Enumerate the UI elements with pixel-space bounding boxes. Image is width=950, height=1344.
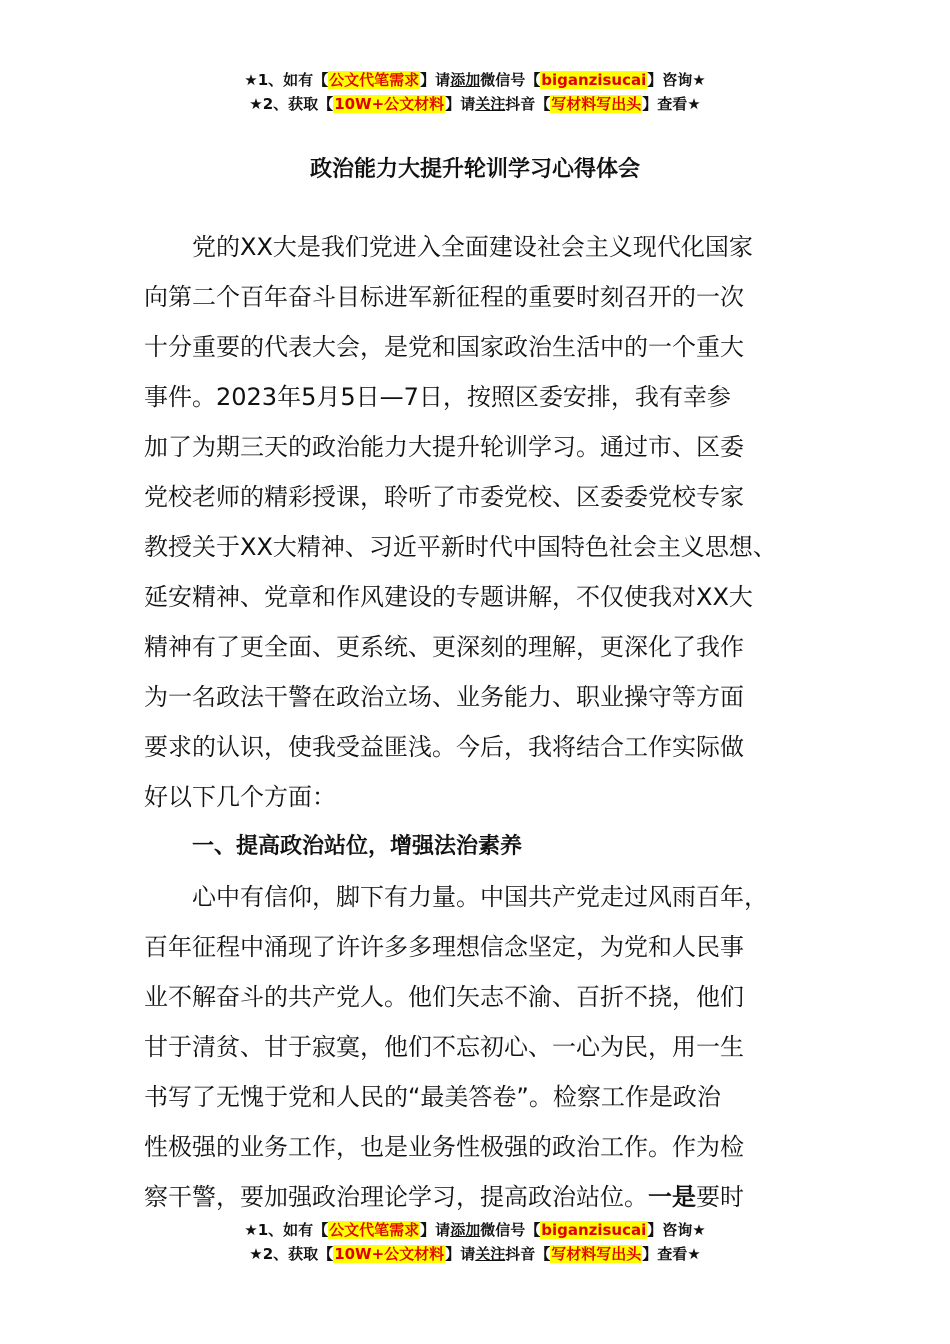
text-line: 精神有了更全面、更系统、更深刻的理解，更深化了我作 [144,633,744,661]
banner-text: 微信号【 [480,1221,541,1239]
document-title: 政治能力大提升轮训学习心得体会 [309,157,640,182]
text-line: 向第二个百年奋斗目标进军新征程的重要时刻召开的一次 [144,283,744,311]
text-line: 党校老师的精彩授课，聆听了市委党校、区委委党校专家 [144,483,744,511]
banner-underlined-text: 关注 [475,1245,506,1263]
text-line: 为一名政法干警在政治立场、业务能力、职业操守等方面 [144,683,744,711]
document-body [144,222,834,1222]
banner-line-1 [0,1218,950,1242]
highlight-douyin-account: 写材料写出头 [551,95,642,113]
banner-line-1 [0,68,950,92]
banner-text: 】请 [420,1221,451,1239]
banner-text: ★2、获取【 [249,95,334,113]
paragraph-section-1 [144,872,834,1222]
text-line: 延安精神、党章和作风建设的专题讲解，不仅使我对XX大 [144,583,753,611]
highlight-wechat-id: biganzisucai [541,71,647,89]
text-line: 甘于清贫、甘于寂寞，他们不忘初心、一心为民，用一生 [144,1033,744,1061]
top-banner [0,68,950,116]
banner-text: 】请 [445,95,476,113]
text-line: 性极强的业务工作，也是业务性极强的政治工作。作为检 [144,1133,744,1161]
banner-text: 】请 [445,1245,476,1263]
text-line: 书写了无愧于党和人民的“最美答卷”。检察工作是政治 [144,1083,721,1111]
text-line: 加了为期三天的政治能力大提升轮训学习。通过市、区委 [144,433,744,461]
banner-underlined-text: 添加 [450,1221,481,1239]
banner-text: 抖音【 [505,1245,551,1263]
highlight-wechat-id: biganzisucai [541,1221,647,1239]
highlight-service: 公文代笔需求 [329,71,420,89]
banner-line-2 [0,92,950,116]
paragraph-intro [144,222,834,822]
banner-text: ★1、如有【 [244,71,329,89]
text-line [144,1172,834,1222]
text-fragment: 要时 [696,1183,744,1211]
text-line: 百年征程中涌现了许许多多理想信念坚定，为党和人民事 [144,933,744,961]
text-line: 十分重要的代表大会，是党和国家政治生活中的一个重大 [144,333,744,361]
banner-text: 微信号【 [480,71,541,89]
bottom-banner [0,1218,950,1266]
section-heading-1: 一、提高政治站位，增强法治素养 [192,834,523,859]
banner-text: ★2、获取【 [249,1245,334,1263]
banner-text: 】咨询★ [647,71,706,89]
banner-underlined-text: 关注 [475,95,506,113]
banner-text: 】请 [420,71,451,89]
banner-text: 】咨询★ [647,1221,706,1239]
bold-enumerator: 一是 [648,1183,696,1211]
text-line: 要求的认识，使我受益匪浅。今后，我将结合工作实际做 [144,733,744,761]
text-fragment: 察干警，要加强政治理论学习，提高政治站位。 [144,1183,648,1211]
highlight-douyin-account: 写材料写出头 [551,1245,642,1263]
highlight-materials: 10W+公文材料 [334,1245,445,1263]
highlight-materials: 10W+公文材料 [334,95,445,113]
text-line: 业不解奋斗的共产党人。他们矢志不渝、百折不挠，他们 [144,983,744,1011]
banner-text: 】查看★ [642,95,701,113]
highlight-service: 公文代笔需求 [329,1221,420,1239]
banner-underlined-text: 添加 [450,71,481,89]
text-line: 党的XX大是我们党进入全面建设社会主义现代化国家 [192,233,753,261]
text-line: 教授关于XX大精神、习近平新时代中国特色社会主义思想、 [144,533,777,561]
text-line: 事件。2023年5月5日—7日，按照区委安排，我有幸参 [144,383,731,411]
banner-text: 】查看★ [642,1245,701,1263]
banner-line-2 [0,1242,950,1266]
text-line: 好以下几个方面： [144,783,336,811]
text-line: 心中有信仰，脚下有力量。中国共产党走过风雨百年， [192,883,768,911]
banner-text: ★1、如有【 [244,1221,329,1239]
banner-text: 抖音【 [505,95,551,113]
